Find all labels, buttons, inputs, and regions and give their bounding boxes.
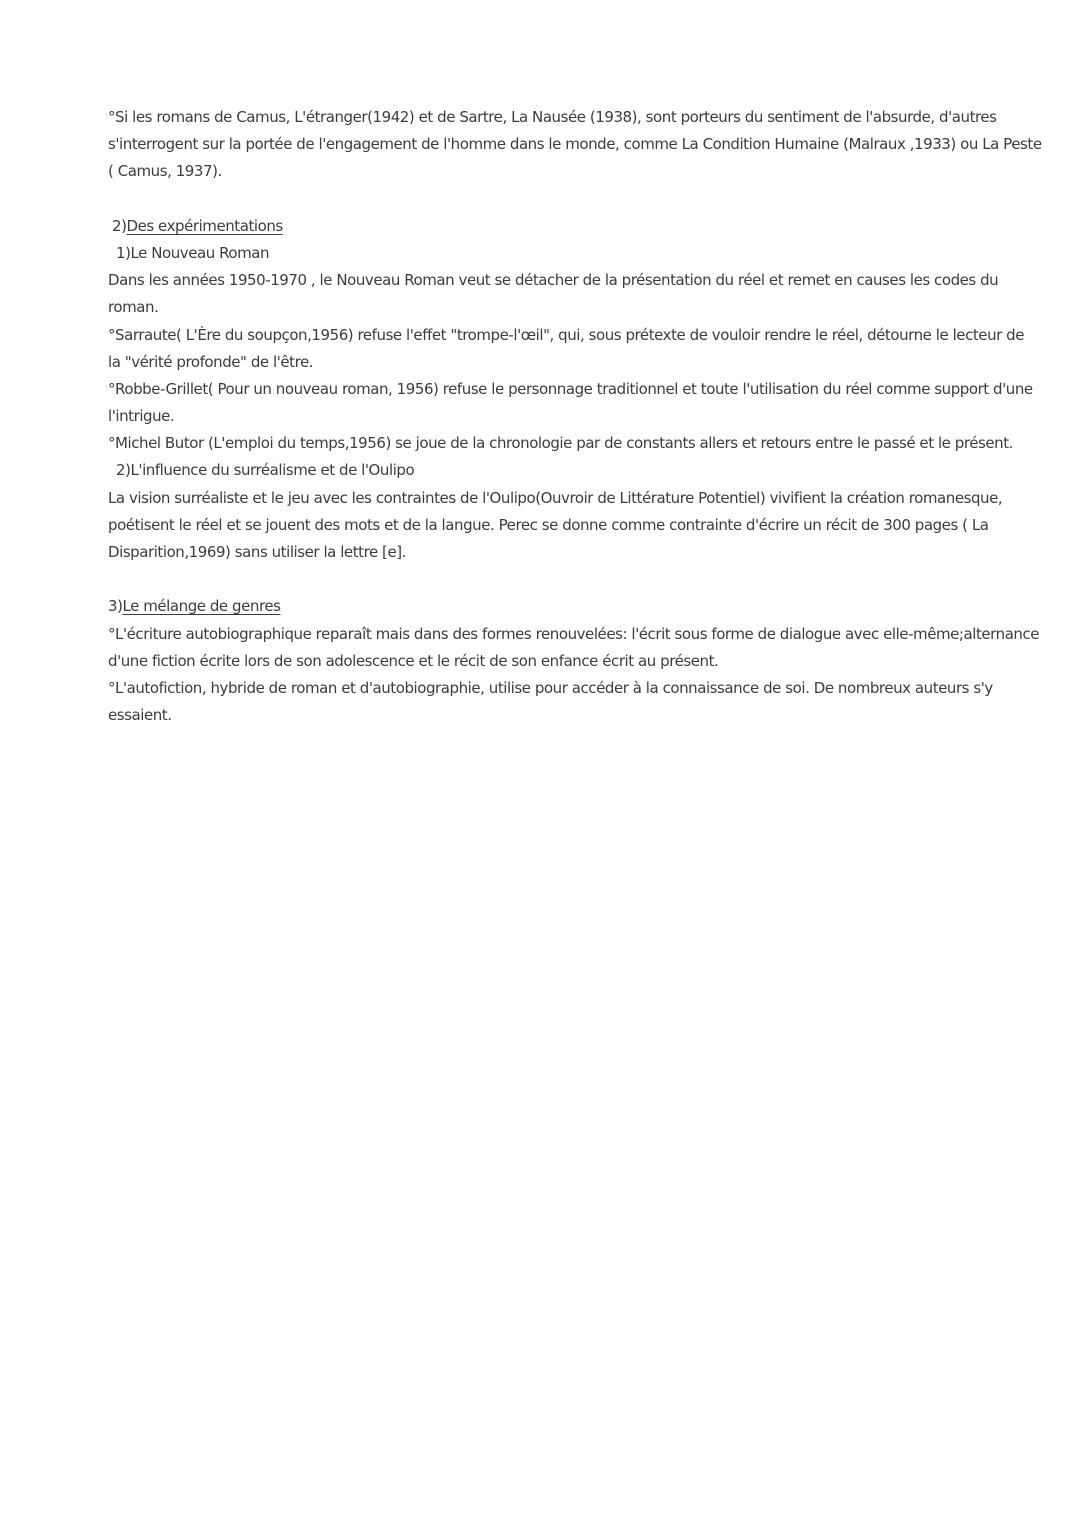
section-2-heading xyxy=(108,213,978,240)
nouveau-roman-line-3: °Sarraute( L'Ère du soupçon,1956) refuse l'effet "trompe-l'œil", qui, sous prétexte de vouloir rendre le réel, détourne le lecteur de xyxy=(108,325,1025,344)
melange-line-3: °L'autofiction, hybride de roman et d'autobiographie, utilise pour accéder à la connaissance de soi. De nombreux auteurs s'y xyxy=(108,678,993,697)
melange-line-4: essaient. xyxy=(108,706,172,725)
section-2 xyxy=(108,213,1033,566)
nouveau-roman-line-6: l'intrigue. xyxy=(108,407,175,426)
section-3-heading xyxy=(108,593,978,620)
surrealisme-line-1: La vision surréaliste et le jeu avec les contraintes de l'Oulipo(Ouvroir de Littérature Potentiel) vivifient la création romanesque, xyxy=(108,488,1003,507)
subsection-surrealisme-heading: 2)L'influence du surréalisme et de l'Oulipo xyxy=(116,461,415,480)
section-2-title: Des expérimentations xyxy=(126,216,283,235)
intro-paragraph xyxy=(108,104,1042,186)
section-3 xyxy=(108,593,1040,729)
nouveau-roman-line-1: Dans les années 1950-1970 , le Nouveau Roman veut se détacher de la présentation du réel et remet en causes les codes du xyxy=(108,271,999,290)
nouveau-roman-line-4: la "vérité profonde" de l'être. xyxy=(108,352,314,371)
surrealisme-line-3: Disparition,1969) sans utiliser la lettre [e]. xyxy=(108,543,406,561)
document-page xyxy=(108,104,1042,729)
nouveau-roman-line-5: °Robbe-Grillet( Pour un nouveau roman, 1956) refuse le personnage traditionnel et toute l'utilisation du réel comme support d'une xyxy=(108,379,1033,398)
section-2-number: 2) xyxy=(112,216,127,235)
section-3-title: Le mélange de genres xyxy=(122,597,281,616)
subsection-nouveau-roman-heading: 1)Le Nouveau Roman xyxy=(116,243,270,262)
section-3-number: 3) xyxy=(108,597,123,616)
nouveau-roman-line-2: roman. xyxy=(108,298,159,317)
intro-line-2: s'interrogent sur la portée de l'engagement de l'homme dans le monde, comme La Condition Humaine (Malraux ,1933) ou La Peste xyxy=(108,135,1042,154)
surrealisme-line-2: poétisent le réel et se jouent des mots et de la langue. Perec se donne comme contrainte d'écrire un récit de 300 pages ( La xyxy=(108,515,989,534)
melange-line-2: d'une fiction écrite lors de son adolescence et le récit de son enfance écrit au présent. xyxy=(108,651,719,670)
intro-line-3: ( Camus, 1937). xyxy=(108,162,222,181)
intro-line-1: °Si les romans de Camus, L'étranger(1942) et de Sartre, La Nausée (1938), sont porteurs du sentiment de l'absurde, d'autres xyxy=(108,108,997,126)
nouveau-roman-line-7: °Michel Butor (L'emploi du temps,1956) se joue de la chronologie par de constants allers et retours entre le passé et le présent. xyxy=(108,434,1013,453)
melange-line-1: °L'écriture autobiographique reparaît mais dans des formes renouvelées: l'écrit sous forme de dialogue avec elle-même;alternance xyxy=(108,624,1040,643)
